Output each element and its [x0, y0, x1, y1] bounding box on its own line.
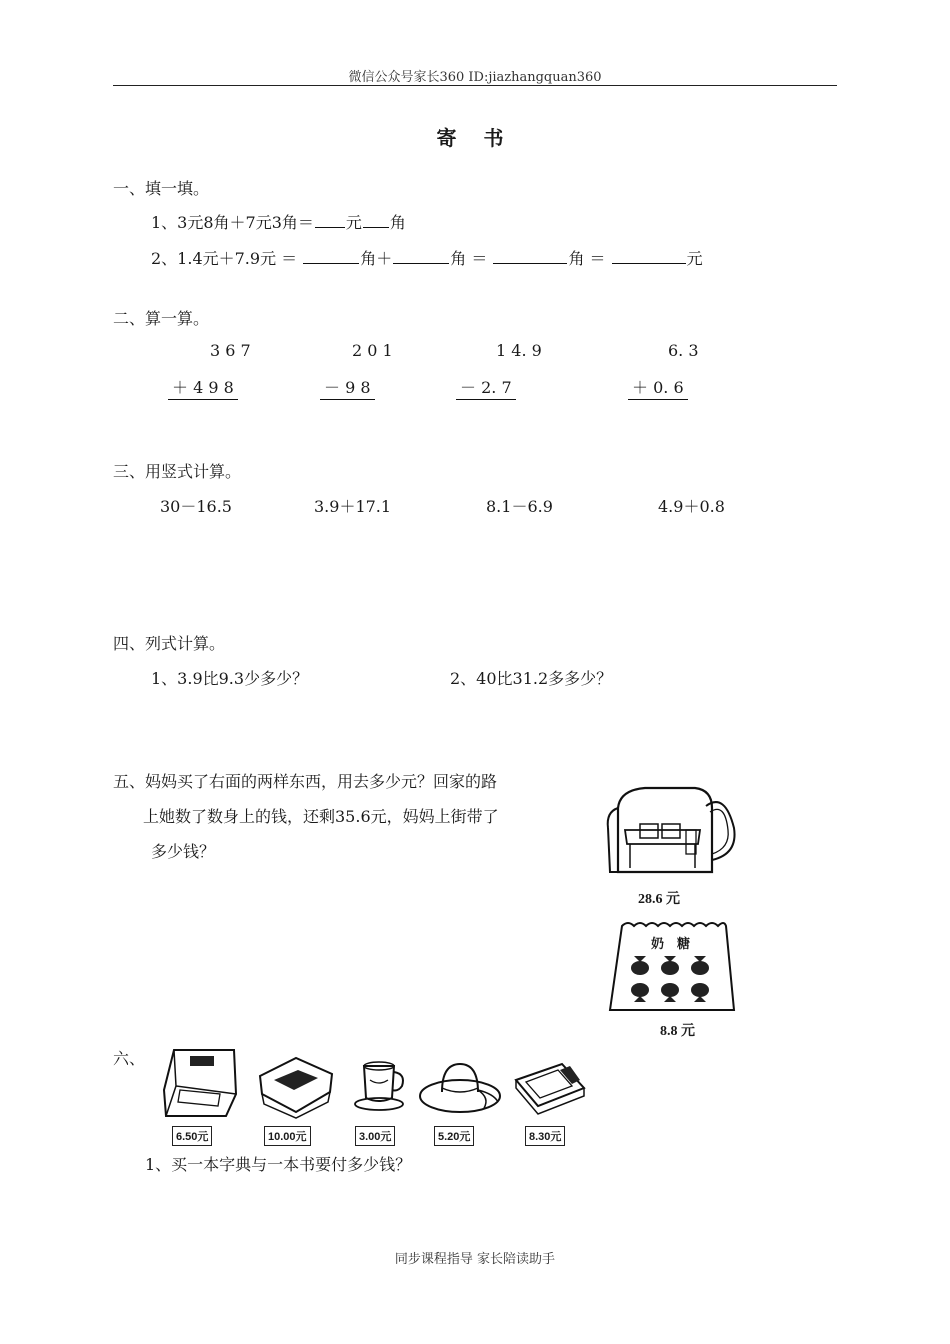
section5-line3: 多少钱？: [151, 842, 216, 861]
page-title: 寄 书: [436, 126, 514, 150]
book-icon: [514, 1058, 586, 1118]
section1-q2: [151, 246, 703, 269]
q2-unit1: 角＋: [360, 249, 393, 268]
price-tag-2: 10.00元: [264, 1126, 311, 1146]
answer-blank[interactable]: [612, 249, 686, 264]
calc-item-1: 30－16.5: [160, 497, 232, 516]
price-tag-1: 6.50元: [172, 1126, 212, 1146]
section1-q1: [151, 210, 406, 233]
section4-heading: 四、列式计算。: [113, 634, 226, 653]
answer-blank[interactable]: [363, 213, 389, 228]
vertical-top-4: 6. 3: [668, 341, 699, 360]
section4-q1: 1、3.9比9.3少多少？: [151, 669, 309, 688]
section5-line2: 上她数了数身上的钱，还剩35.6元，妈妈上街带了: [143, 807, 499, 826]
q1-text: 1、3元8角＋7元3角＝: [151, 213, 314, 232]
dictionary-icon: [256, 1052, 336, 1118]
vertical-bottom-4: ＋ 0. 6: [628, 375, 688, 400]
price-tag-5: 8.30元: [525, 1126, 565, 1146]
vertical-bottom-1: ＋ 4 9 8: [168, 375, 238, 400]
vertical-top-3: 1 4. 9: [496, 341, 542, 360]
q2-text: 2、1.4元＋7.9元 ＝: [151, 249, 303, 268]
section4-q2: 2、40比31.2多多少？: [450, 669, 613, 688]
q1-unit-jiao: 角: [389, 213, 406, 232]
section3-heading: 三、用竖式计算。: [113, 462, 242, 481]
header-divider: [113, 85, 837, 86]
calc-item-4: 4.9＋0.8: [658, 497, 725, 516]
answer-blank[interactable]: [315, 213, 345, 228]
calc-item-3: 8.1－6.9: [486, 497, 553, 516]
section6-q1: 1、买一本字典与一本书要付多少钱？: [145, 1155, 412, 1174]
price-tag-4: 5.20元: [434, 1126, 474, 1146]
section2-heading: 二、算一算。: [113, 309, 210, 328]
bag-price: 28.6 元: [638, 892, 680, 907]
q2-unit2: 角 ＝: [450, 249, 493, 268]
candy-label: 奶 糖: [651, 937, 691, 952]
vertical-bottom-3: － 2. 7: [456, 375, 516, 400]
page-header: 微信公众号家长360 ID:jiazhangquan360: [348, 70, 602, 85]
answer-blank[interactable]: [493, 249, 567, 264]
answer-blank[interactable]: [303, 249, 359, 264]
section1-heading: 一、填一填。: [113, 179, 210, 198]
schoolbag-icon: [600, 768, 740, 888]
section6-heading: 六、: [113, 1049, 146, 1068]
vertical-top-1: 3 6 7: [210, 341, 251, 360]
q2-unit4: 元: [686, 249, 703, 268]
price-tag-3: 3.00元: [355, 1126, 395, 1146]
cup-icon: [350, 1058, 410, 1118]
hat-icon: [418, 1058, 504, 1118]
vertical-bottom-2: － 9 8: [320, 375, 375, 400]
answer-blank[interactable]: [393, 249, 449, 264]
candy-price: 8.8 元: [660, 1024, 695, 1039]
q1-unit-yuan: 元: [345, 213, 362, 232]
q2-unit3: 角 ＝: [568, 249, 611, 268]
page-footer: 同步课程指导 家长陪读助手: [394, 1252, 556, 1267]
calc-item-2: 3.9＋17.1: [314, 497, 392, 516]
pencil-box-icon: [160, 1046, 240, 1122]
vertical-top-2: 2 0 1: [352, 341, 393, 360]
section5-line1: 五、妈妈买了右面的两样东西，用去多少元？回家的路: [113, 772, 498, 791]
